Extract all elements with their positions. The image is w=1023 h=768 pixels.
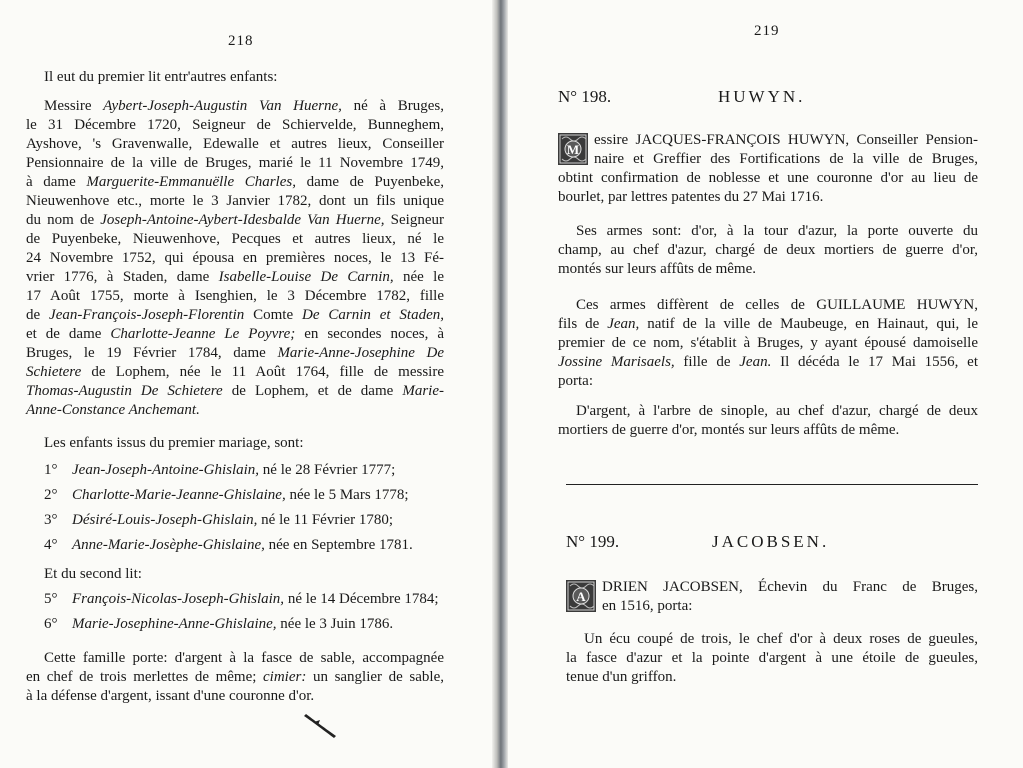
text-line: DRIEN JACOBSEN, Échevin du Franc de Bruges, <box>602 579 978 595</box>
entry-198-p4 <box>558 402 978 440</box>
entry-198-initial: M <box>566 142 580 157</box>
ornamental-initial-icon <box>566 580 596 612</box>
ornamental-initial-icon <box>558 133 588 165</box>
entry-199-number: N° 199. <box>566 532 620 551</box>
text-line: Schietere de Lophem, née le 11 Août 1764, fille de messire <box>26 364 444 380</box>
text-line: Bruges, le 19 Février 1784, dame Marie-Anne-Josephine De <box>26 345 445 361</box>
child-entry: 5° François-Nicolas-Joseph-Ghislain, né le 14 Décembre 1784; <box>44 591 439 607</box>
text-line: Pensionnaire de la ville de Bruges, marié le 11 Novembre 1749, <box>26 155 444 171</box>
text-line: la fasce d'azur et la pointe d'argent à une étoile de gueules, <box>566 650 978 666</box>
child-entry: 3° Désiré-Louis-Joseph-Ghislain, né le 11 Février 1780; <box>44 512 394 528</box>
printer-ornament-icon <box>300 712 340 742</box>
left-page-number: 218 <box>228 33 254 49</box>
children-intro: Les enfants issus du premier mariage, sont: <box>44 435 304 451</box>
text-line: de Jean-François-Joseph-Florentin Comte De Carnin et Staden, <box>26 307 444 323</box>
text-line: mortiers de guerre d'or, montés sur leurs affûts de même. <box>558 422 900 438</box>
left-intro: Il eut du premier lit entr'autres enfants: <box>44 69 278 85</box>
second-bed-intro: Et du second lit: <box>44 566 142 582</box>
text-line: à la défense d'argent, issant d'une couronne d'or. <box>26 688 315 704</box>
entry-199-initial: A <box>576 589 586 604</box>
child-entry: 4° Anne-Marie-Josèphe-Ghislaine, née en Septembre 1781. <box>44 537 413 553</box>
text-line: Anne-Constance Anchemant. <box>26 402 200 418</box>
text-line: en chef de trois merlettes de même; cimier: un sanglier de sable, <box>26 669 444 685</box>
right-page-number: 219 <box>754 23 780 39</box>
text-line: montés sur leurs affûts de même. <box>558 261 757 277</box>
text-line: Jossine Marisaels, fille de Jean. Il décéda le 17 Mai 1556, et <box>558 354 978 370</box>
text-line: le 31 Décembre 1720, Seigneur de Schiervelde, Bunneghem, <box>26 117 444 133</box>
text-line: obtint confirmation de noblesse et une couronne d'or au lieu de <box>558 170 978 186</box>
text-line: Thomas-Augustin De Schietere de Lophem, et de dame Marie- <box>26 383 444 399</box>
arms-paragraph <box>26 649 444 706</box>
text-line: Ses armes sont: d'or, à la tour d'azur, la porte ouverte du <box>576 223 978 239</box>
text-line: en 1516, porta: <box>602 598 693 614</box>
entry-199-p1-wrap <box>566 578 978 616</box>
text-line: Nieuwenhove etc., morte le 3 Janvier 1782, dont un fils unique <box>26 193 444 209</box>
text-line: porta: <box>558 373 593 389</box>
text-line: 17 Août 1755, morte à Isenghien, le 3 Décembre 1782, fille <box>26 288 444 304</box>
text-line: de Puyenbeke, Nieuwenhove, Pecques et autres lieux, né le <box>26 231 444 247</box>
text-line: essire JACQUES-FRANÇOIS HUWYN, Conseiller Pension- <box>594 132 978 148</box>
entry-198-p3 <box>558 296 978 391</box>
text-line: Ces armes diffèrent de celles de GUILLAUME HUWYN, <box>576 297 978 313</box>
left-main-paragraph <box>26 97 444 420</box>
text-line: fils de Jean, natif de la ville de Maubeuge, en Hainaut, qui, le <box>558 316 979 332</box>
entry-198-p2 <box>558 222 978 279</box>
text-line: premier de ce nom, s'établit à Bruges, y ayant épousé damoiselle <box>558 335 978 351</box>
entry-198-name: HUWYN. <box>718 87 806 106</box>
text-line: champ, au chef d'azur, chargé de deux mortiers de guerre d'or, <box>558 242 978 258</box>
text-line: Un écu coupé de trois, le chef d'or à deux roses de gueules, <box>584 631 978 647</box>
text-line: Ayshove, 's Gravenwalle, Edewalle et autres lieux, Conseiller <box>26 136 444 152</box>
child-entry: 1° Jean-Joseph-Antoine-Ghislain, né le 28 Février 1777; <box>44 462 396 478</box>
child-entry: 6° Marie-Josephine-Anne-Ghislaine, née le 3 Juin 1786. <box>44 616 394 632</box>
text-line: du nom de Joseph-Antoine-Aybert-Idesbalde Van Huerne, Seigneur <box>26 212 444 228</box>
left-page <box>0 0 492 768</box>
entry-198-number: N° 198. <box>558 87 612 106</box>
text-line: tenue d'un griffon. <box>566 669 677 685</box>
entry-199-name: JACOBSEN. <box>712 532 830 551</box>
book-spine <box>492 0 508 768</box>
text-line: 24 Novembre 1752, qui épousa en premières noces, le 13 Fé- <box>26 250 444 266</box>
right-page <box>508 0 1023 768</box>
text-line: et de dame Charlotte-Jeanne Le Poyvre; en secondes noces, à <box>26 326 444 342</box>
entry-199-p1 <box>566 578 978 616</box>
text-line: Messire Aybert-Joseph-Augustin Van Huerne, né à Bruges, <box>44 98 444 114</box>
children-first-list <box>26 458 444 558</box>
child-entry: 2° Charlotte-Marie-Jeanne-Ghislaine, née le 5 Mars 1778; <box>44 487 409 503</box>
text-line: naire et Greffier des Fortifications de la ville de Bruges, <box>594 151 978 167</box>
section-divider <box>566 484 978 485</box>
text-line: bourlet, par lettres patentes du 27 Mai 1716. <box>558 189 824 205</box>
text-line: à dame Marguerite-Emmanuëlle Charles, dame de Puyenbeke, <box>26 174 444 190</box>
text-line: vrier 1776, à Staden, dame Isabelle-Louise De Carnin, née le <box>26 269 445 285</box>
text-line: D'argent, à l'arbre de sinople, au chef d'azur, chargé de deux <box>576 403 978 419</box>
text-line: Cette famille porte: d'argent à la fasce de sable, accompagnée <box>44 650 444 666</box>
entry-198-p1-wrap <box>558 131 978 207</box>
entry-198-p1 <box>558 131 978 207</box>
entry-198-heading <box>558 87 998 109</box>
entry-199-heading <box>566 532 1006 554</box>
entry-199-p2 <box>566 630 978 687</box>
children-second-list <box>26 587 444 637</box>
